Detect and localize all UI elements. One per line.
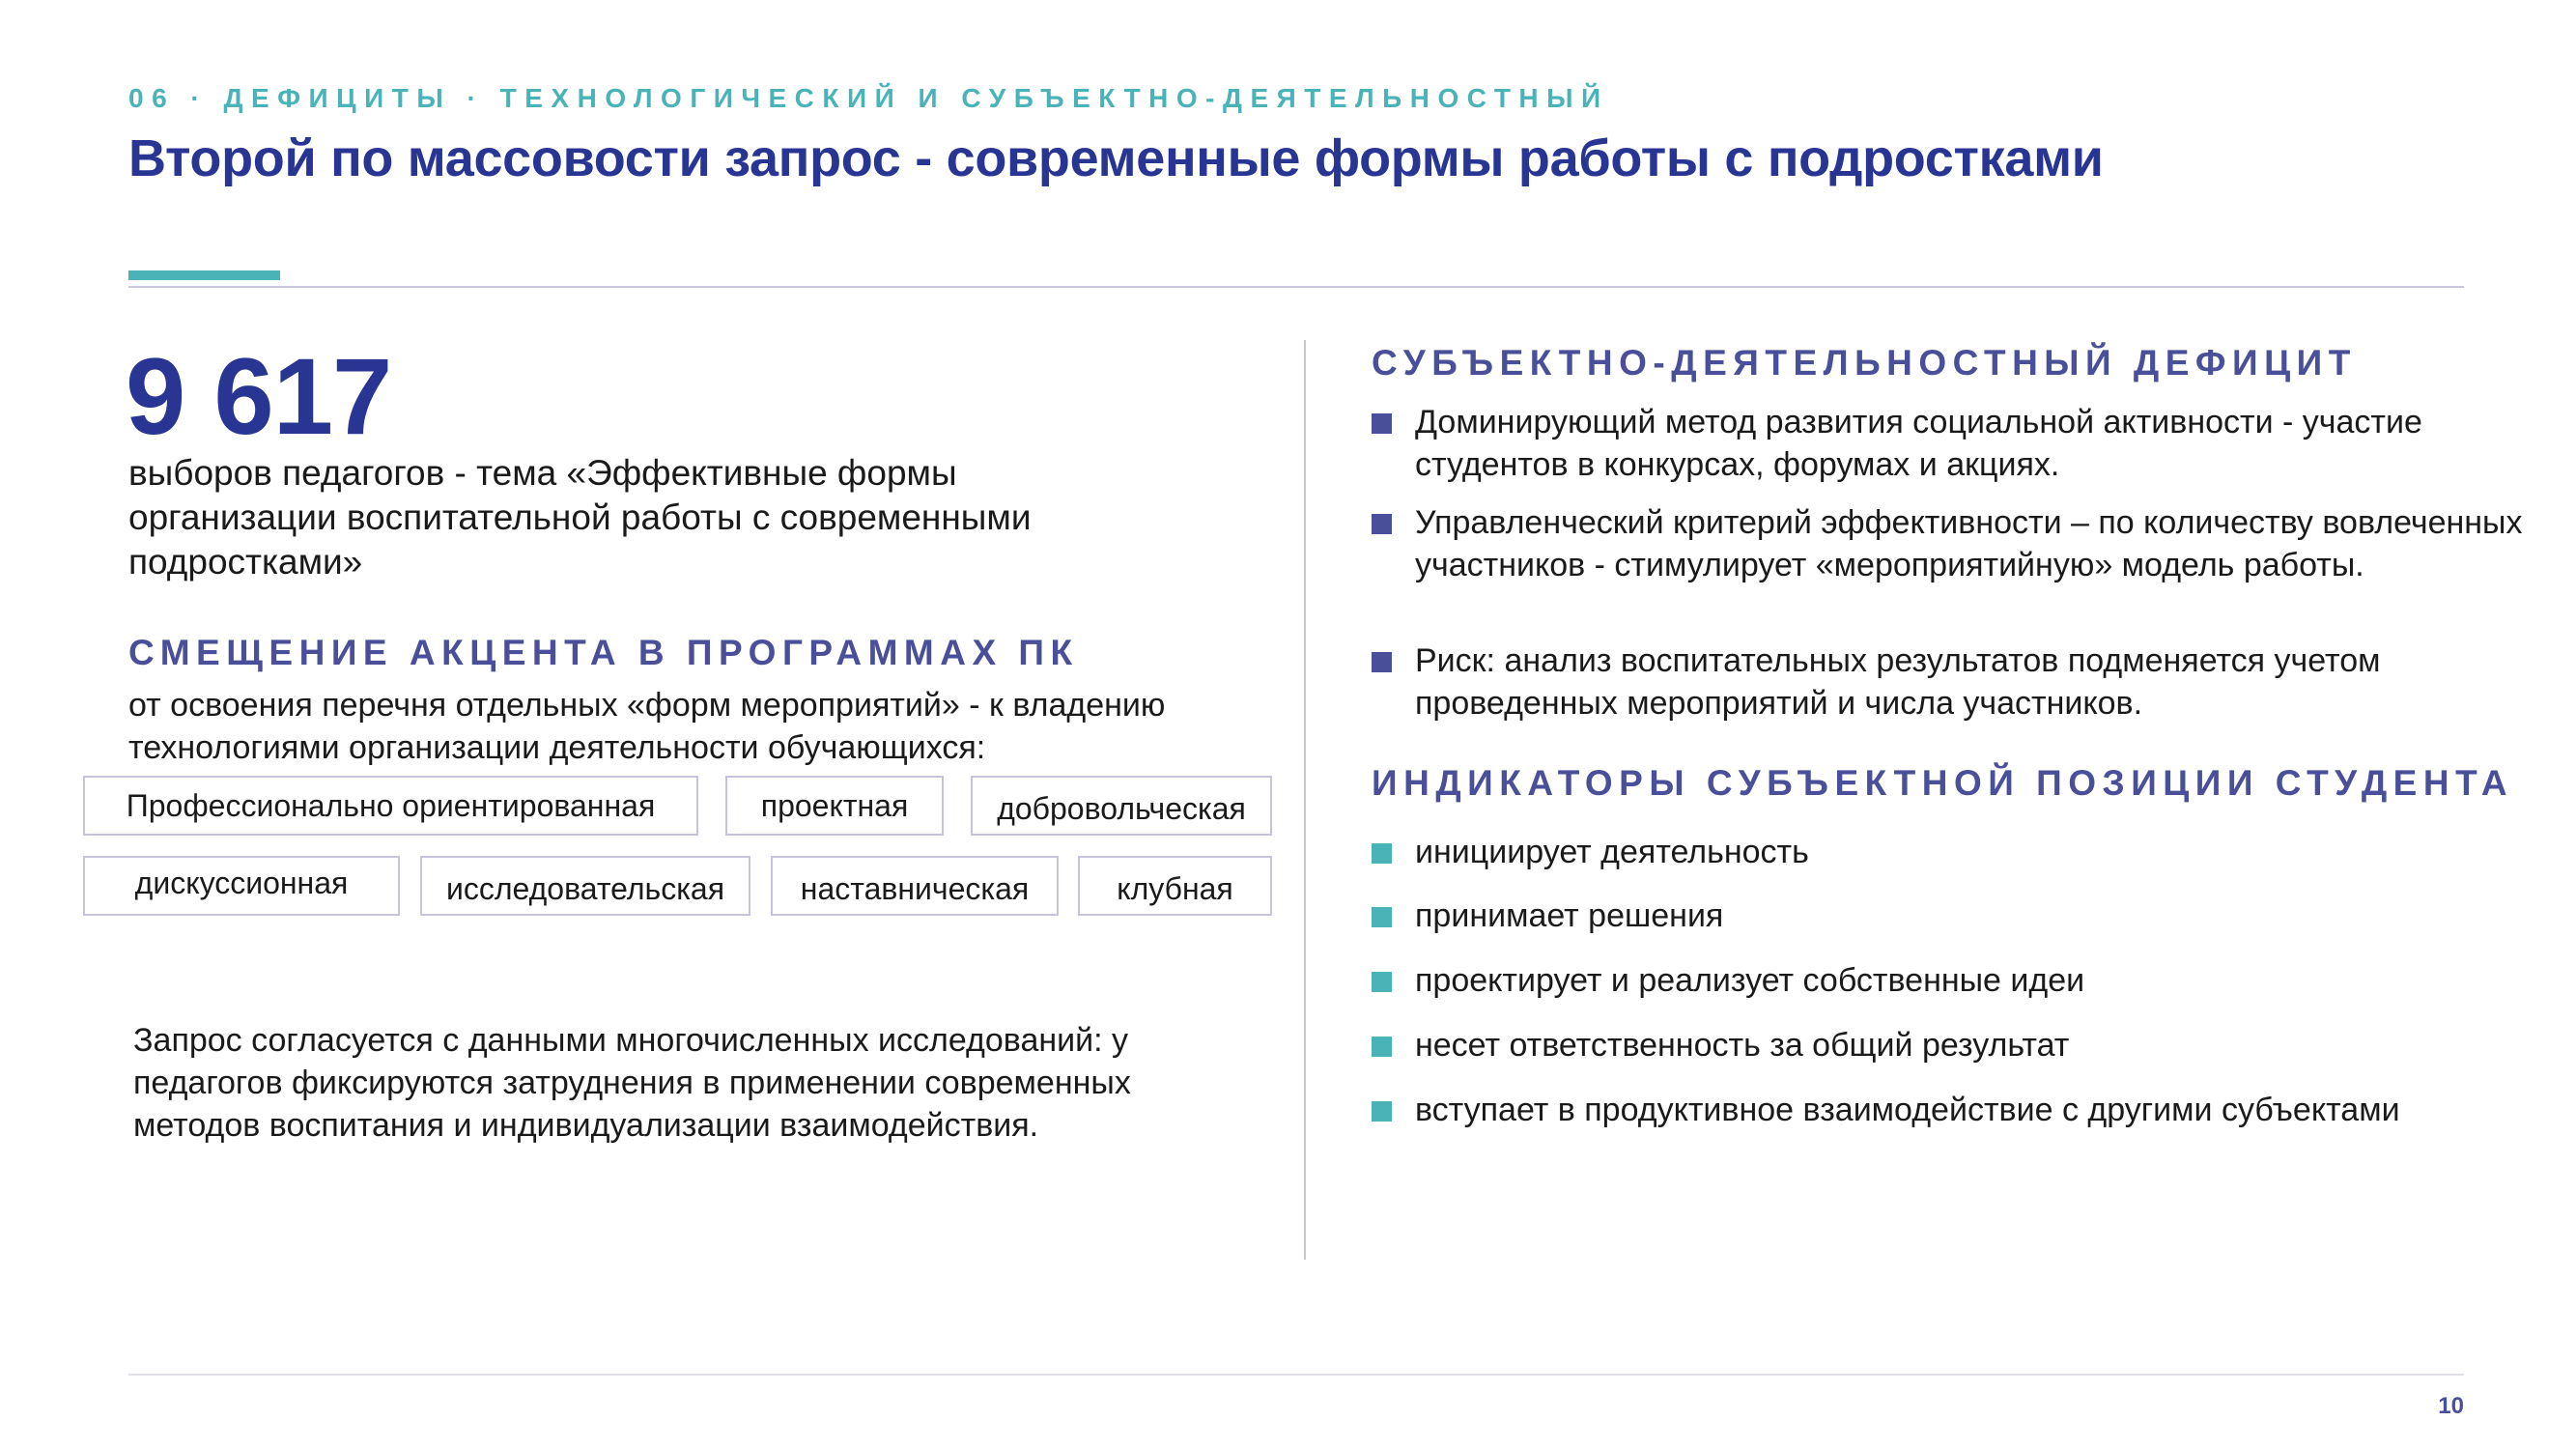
deficit-item-3: Риск: анализ воспитательных результатов подменяется учетом проведенных мероприятий и числа участников. (1415, 642, 2381, 722)
bullet-square-icon (1372, 413, 1392, 434)
bullet-square-icon (1372, 907, 1392, 927)
bullet-square-icon (1372, 972, 1392, 992)
bullet-square-icon (1372, 514, 1392, 534)
chip-club: клубная (1078, 856, 1272, 916)
list-item (1372, 895, 2550, 937)
chip-discussion: дискуссионная (83, 856, 400, 916)
list-item (1372, 1024, 2550, 1066)
bullet-square-icon (1372, 1037, 1392, 1057)
slide-title: Второй по массовости запрос - современные формы работы с подростками (128, 129, 2104, 187)
deficit-item-2: Управленческий критерий эффективности – по количеству вовлеченных участников - стимулирует «мероприятийную» модель работы. (1415, 504, 2523, 583)
list-item (1372, 639, 2550, 724)
chip-volunteer: добровольческая (971, 776, 1272, 836)
footer-divider (128, 1374, 2464, 1376)
list-item (1372, 501, 2560, 586)
column-divider (1304, 340, 1306, 1260)
bullet-square-icon (1372, 652, 1392, 672)
list-item (1372, 401, 2550, 486)
indicator-item-3: проектирует и реализует собственные идеи (1415, 962, 2085, 999)
deficit-item-1: Доминирующий метод развития социальной активности - участие студентов в конкурсах, форумах и акциях. (1415, 404, 2422, 483)
research-note: Запрос согласуется с данными многочисленных исследований: у педагогов фиксируются затруднения в применении современных методов воспитания и индивидуализации взаимодействия. (133, 1022, 1131, 1144)
chip-professional: Профессионально ориентированная (83, 776, 698, 836)
list-item (1372, 831, 2550, 873)
accent-bar (128, 270, 280, 280)
chip-mentoring: наставническая (771, 856, 1059, 916)
indicators-heading: ИНДИКАТОРЫ СУБЪЕКТНОЙ ПОЗИЦИИ СТУДЕНТА (1372, 763, 2514, 803)
indicator-item-2: принимает решения (1415, 897, 1724, 934)
indicator-item-1: инициирует деятельность (1415, 834, 1809, 870)
stat-value: 9 617 (126, 336, 392, 457)
deficit-heading: СУБЪЕКТНО-ДЕЯТЕЛЬНОСТНЫЙ ДЕФИЦИТ (1372, 343, 2357, 383)
page-number: 10 (2438, 1393, 2464, 1419)
section-kicker: 06 · ДЕФИЦИТЫ · ТЕХНОЛОГИЧЕСКИЙ И СУБЪЕКТНО-ДЕЯТЕЛЬНОСТНЫЙ (128, 83, 1609, 113)
indicator-item-5: вступает в продуктивное взаимодействие с другими субъектами (1415, 1092, 2400, 1128)
list-item (1372, 959, 2550, 1002)
shift-heading: СМЕЩЕНИЕ АКЦЕНТА В ПРОГРАММАХ ПК (128, 633, 1079, 672)
list-item (1372, 1089, 2560, 1131)
header-divider (128, 286, 2464, 288)
bullet-square-icon (1372, 1101, 1392, 1122)
indicator-item-4: несет ответственность за общий результат (1415, 1027, 2070, 1064)
bullet-square-icon (1372, 843, 1392, 864)
chip-research: исследовательская (420, 856, 750, 916)
stat-caption: выборов педагогов - тема «Эффективные формы организации воспитательной работы с современными подростками» (128, 453, 1032, 582)
chip-project: проектная (725, 776, 944, 836)
shift-text: от освоения перечня отдельных «форм мероприятий» - к владению технологиями организации деятельности обучающихся: (128, 687, 1166, 766)
